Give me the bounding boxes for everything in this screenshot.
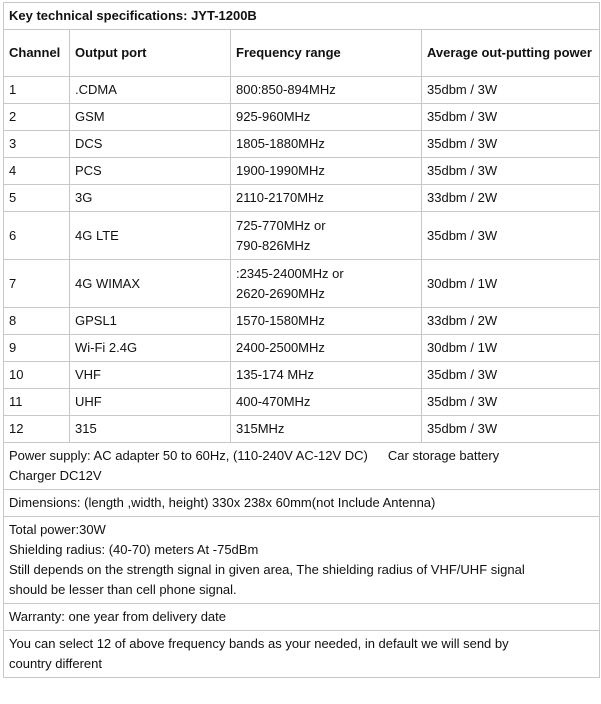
- power-cell: 30dbm / 1W: [422, 260, 600, 308]
- power-shielding-row: [4, 517, 600, 604]
- channel-cell: 5: [4, 185, 70, 212]
- frequency-cell: 1900-1990MHz: [231, 158, 422, 185]
- power-supply-cell: [4, 443, 600, 490]
- port-cell: UHF: [70, 389, 231, 416]
- channel-cell: 7: [4, 260, 70, 308]
- header-output-port: Output port: [70, 30, 231, 77]
- port-cell: Wi-Fi 2.4G: [70, 335, 231, 362]
- frequency-cell: 1805-1880MHz: [231, 131, 422, 158]
- power-cell: 33dbm / 2W: [422, 308, 600, 335]
- frequency-cell: [231, 212, 422, 260]
- frequency-cell: 2110-2170MHz: [231, 185, 422, 212]
- spec-table: [3, 2, 600, 678]
- power-cell: 35dbm / 3W: [422, 104, 600, 131]
- power-cell: 35dbm / 3W: [422, 362, 600, 389]
- header-average-power: Average out-putting power: [422, 30, 600, 77]
- warranty-row: [4, 604, 600, 631]
- shielding-note-text: should be lesser than cell phone signal.: [9, 582, 237, 597]
- port-cell: 4G WIMAX: [70, 260, 231, 308]
- port-cell: VHF: [70, 362, 231, 389]
- frequency-cell: 2400-2500MHz: [231, 335, 422, 362]
- warranty-cell: Warranty: one year from delivery date: [4, 604, 600, 631]
- channel-cell: 1: [4, 77, 70, 104]
- power-cell: 35dbm / 3W: [422, 158, 600, 185]
- shielding-radius-text: Shielding radius: (40-70) meters At -75dBm: [9, 542, 259, 557]
- table-row: [4, 185, 600, 212]
- channel-cell: 6: [4, 212, 70, 260]
- port-cell: 3G: [70, 185, 231, 212]
- header-channel: Channel: [4, 30, 70, 77]
- frequency-line: 725-770MHz or: [236, 217, 326, 233]
- frequency-line: 790-826MHz: [236, 237, 311, 253]
- selection-text: You can select 12 of above frequency bands as your needed, in default we will send by: [9, 636, 509, 651]
- car-battery-text: Car storage battery: [387, 448, 500, 463]
- power-shielding-cell: [4, 517, 600, 604]
- channel-cell: 9: [4, 335, 70, 362]
- header-frequency-range: Frequency range: [231, 30, 422, 77]
- selection-text: country different: [9, 656, 102, 671]
- port-cell: PCS: [70, 158, 231, 185]
- power-supply-text: Power supply: AC adapter 50 to 60Hz, (110-240V AC-12V DC): [9, 448, 368, 463]
- power-cell: 35dbm / 3W: [422, 416, 600, 443]
- header-row: [4, 30, 600, 77]
- channel-cell: 12: [4, 416, 70, 443]
- frequency-line: :2345-2400MHz or: [236, 265, 344, 281]
- power-cell: 35dbm / 3W: [422, 212, 600, 260]
- table-row: [4, 77, 600, 104]
- shielding-note-text: Still depends on the strength signal in given area, The shielding radius of VHF/UHF signal: [9, 562, 525, 577]
- port-cell: 4G LTE: [70, 212, 231, 260]
- channel-cell: 10: [4, 362, 70, 389]
- frequency-cell: 925-960MHz: [231, 104, 422, 131]
- channel-cell: 8: [4, 308, 70, 335]
- power-cell: 30dbm / 1W: [422, 335, 600, 362]
- table-row: [4, 389, 600, 416]
- table-row: [4, 308, 600, 335]
- power-cell: 35dbm / 3W: [422, 77, 600, 104]
- dimensions-row: [4, 490, 600, 517]
- table-row: [4, 416, 600, 443]
- table-row: [4, 131, 600, 158]
- port-cell: GSM: [70, 104, 231, 131]
- charger-text: Charger DC12V: [9, 468, 102, 483]
- frequency-line: 2620-2690MHz: [236, 285, 325, 301]
- port-cell: .CDMA: [70, 77, 231, 104]
- port-cell: 315: [70, 416, 231, 443]
- table-row: [4, 212, 600, 260]
- table-title: Key technical specifications: JYT-1200B: [4, 3, 600, 30]
- table-row: [4, 158, 600, 185]
- power-supply-row: [4, 443, 600, 490]
- frequency-cell: 400-470MHz: [231, 389, 422, 416]
- frequency-cell: 800:850-894MHz: [231, 77, 422, 104]
- title-row: [4, 3, 600, 30]
- selection-row: [4, 631, 600, 678]
- channel-cell: 2: [4, 104, 70, 131]
- frequency-cell: [231, 260, 422, 308]
- frequency-cell: 1570-1580MHz: [231, 308, 422, 335]
- table-row: [4, 104, 600, 131]
- power-cell: 33dbm / 2W: [422, 185, 600, 212]
- frequency-cell: 315MHz: [231, 416, 422, 443]
- selection-cell: [4, 631, 600, 678]
- power-cell: 35dbm / 3W: [422, 131, 600, 158]
- channel-cell: 11: [4, 389, 70, 416]
- channel-cell: 3: [4, 131, 70, 158]
- dimensions-cell: Dimensions: (length ,width, height) 330x 238x 60mm(not Include Antenna): [4, 490, 600, 517]
- port-cell: DCS: [70, 131, 231, 158]
- power-supply-line: [9, 446, 594, 466]
- power-cell: 35dbm / 3W: [422, 389, 600, 416]
- frequency-cell: 135-174 MHz: [231, 362, 422, 389]
- table-row: [4, 362, 600, 389]
- channel-cell: 4: [4, 158, 70, 185]
- table-row: [4, 260, 600, 308]
- table-row: [4, 335, 600, 362]
- port-cell: GPSL1: [70, 308, 231, 335]
- total-power-text: Total power:30W: [9, 522, 106, 537]
